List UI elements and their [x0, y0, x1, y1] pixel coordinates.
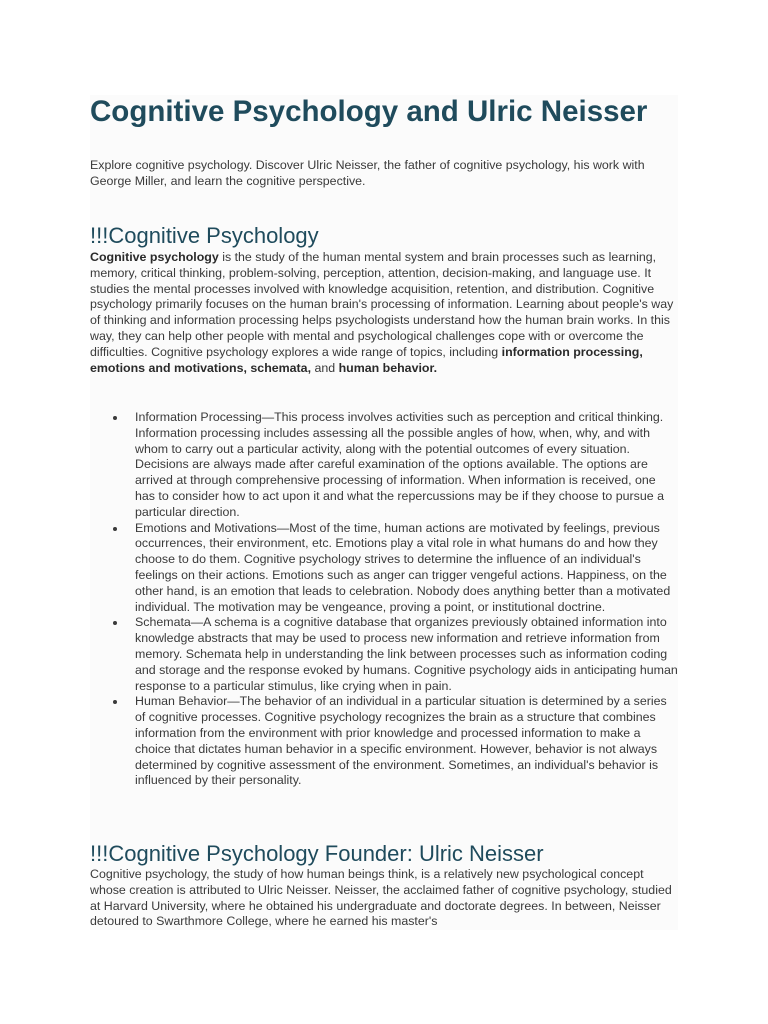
- intro-paragraph: Explore cognitive psychology. Discover Ulric Neisser, the father of cognitive psychology, his work with George Miller, and learn the cognitive perspective.: [90, 158, 645, 188]
- topics-bold: information processing, emotions and motivations, schemata,: [90, 344, 643, 375]
- founder-paragraph: Cognitive psychology, the study of how human beings think, is a relatively new psychological concept whose creation is attributed to Ulric Neisser. Neisser, the acclaimed father of cognitive psychology, studied at Harvard University, where he obtained his undergraduate and doctorate degrees. In between, Neisser detoured to Swarthmore College, where he earned his master's: [90, 867, 672, 929]
- section-heading-founder: !!!Cognitive Psychology Founder: Ulric Neisser: [90, 841, 544, 866]
- list-item: [90, 521, 678, 616]
- section-heading-cognitive-psychology: !!!Cognitive Psychology: [90, 223, 319, 248]
- list-item-text: Information Processing—This process involves activities such as perception and critical thinking. Information processing includes assessing all the possible angles of how, when, why, and with whom to carry out a particular activity, along with the potential outcomes of every situation. Decisions are always made after careful examination of the options available. The options are arrived at through comprehensive processing of information. When information is received, one has to consider how to act upon it and what the repercussions may be if they choose to pursue a particular direction.: [135, 410, 664, 519]
- list-item-text: Human Behavior—The behavior of an individual in a particular situation is determined by a series of cognitive processes. Cognitive psychology recognizes the brain as a structure that combines information from the environment with prior knowledge and processed information to make a choice that dictates human behavior in a specific environment. However, behavior is not always determined by cognitive assessment of the environment. Sometimes, an individual's behavior is influenced by their personality.: [135, 694, 667, 788]
- list-item: [90, 615, 678, 694]
- list-item-text: Schemata—A schema is a cognitive database that organizes previously obtained information into knowledge abstracts that may be used to process new information and retrieve information from memory. Schemata help in understanding the link between processes such as information coding and storage and the response evoked by humans. Cognitive psychology aids in anticipating human response to a particular stimulus, like crying when in pain.: [135, 615, 678, 693]
- term-cognitive-psychology: Cognitive psychology: [90, 250, 219, 264]
- and-text: and: [311, 360, 339, 375]
- document-title: Cognitive Psychology and Ulric Neisser: [90, 95, 648, 128]
- list-item: [90, 694, 678, 789]
- bullet-icon: [113, 621, 117, 625]
- last-topic-bold: human behavior.: [338, 360, 438, 375]
- bullet-icon: [113, 700, 117, 704]
- list-item: [90, 410, 678, 521]
- topics-bullet-list: [90, 410, 678, 789]
- paragraph-body: is the study of the human mental system and brain processes such as learning, memory, critical thinking, problem-solving, perception, attention, decision-making, and language use. It studies the mental processes involved with knowledge acquisition, retention, and distribution. Cognitive psychology primarily focuses on the human brain's processing of information. Learning about people's way of thinking and information processing helps psychologists understand how the human brain works. In this way, they can help other people with mental and psychological challenges cope with or overcome the difficulties. Cognitive psychology explores a wide range of topics, including: [90, 250, 674, 359]
- bullet-icon: [113, 527, 117, 531]
- document-page: [90, 95, 678, 930]
- cognitive-psychology-paragraph: [90, 250, 678, 376]
- bullet-icon: [113, 416, 117, 420]
- list-item-text: Emotions and Motivations—Most of the time, human actions are motivated by feelings, previous occurrences, their environment, etc. Emotions play a vital role in what humans do and how they choose to do them. Cognitive psychology strives to determine the influence of an individual's feelings on their actions. Emotions such as anger can trigger vengeful actions. Happiness, on the other hand, is an emotion that leads to celebration. Nobody does anything better than a motivated individual. The motivation may be vengeance, proving a point, or institutional doctrine.: [135, 520, 671, 614]
